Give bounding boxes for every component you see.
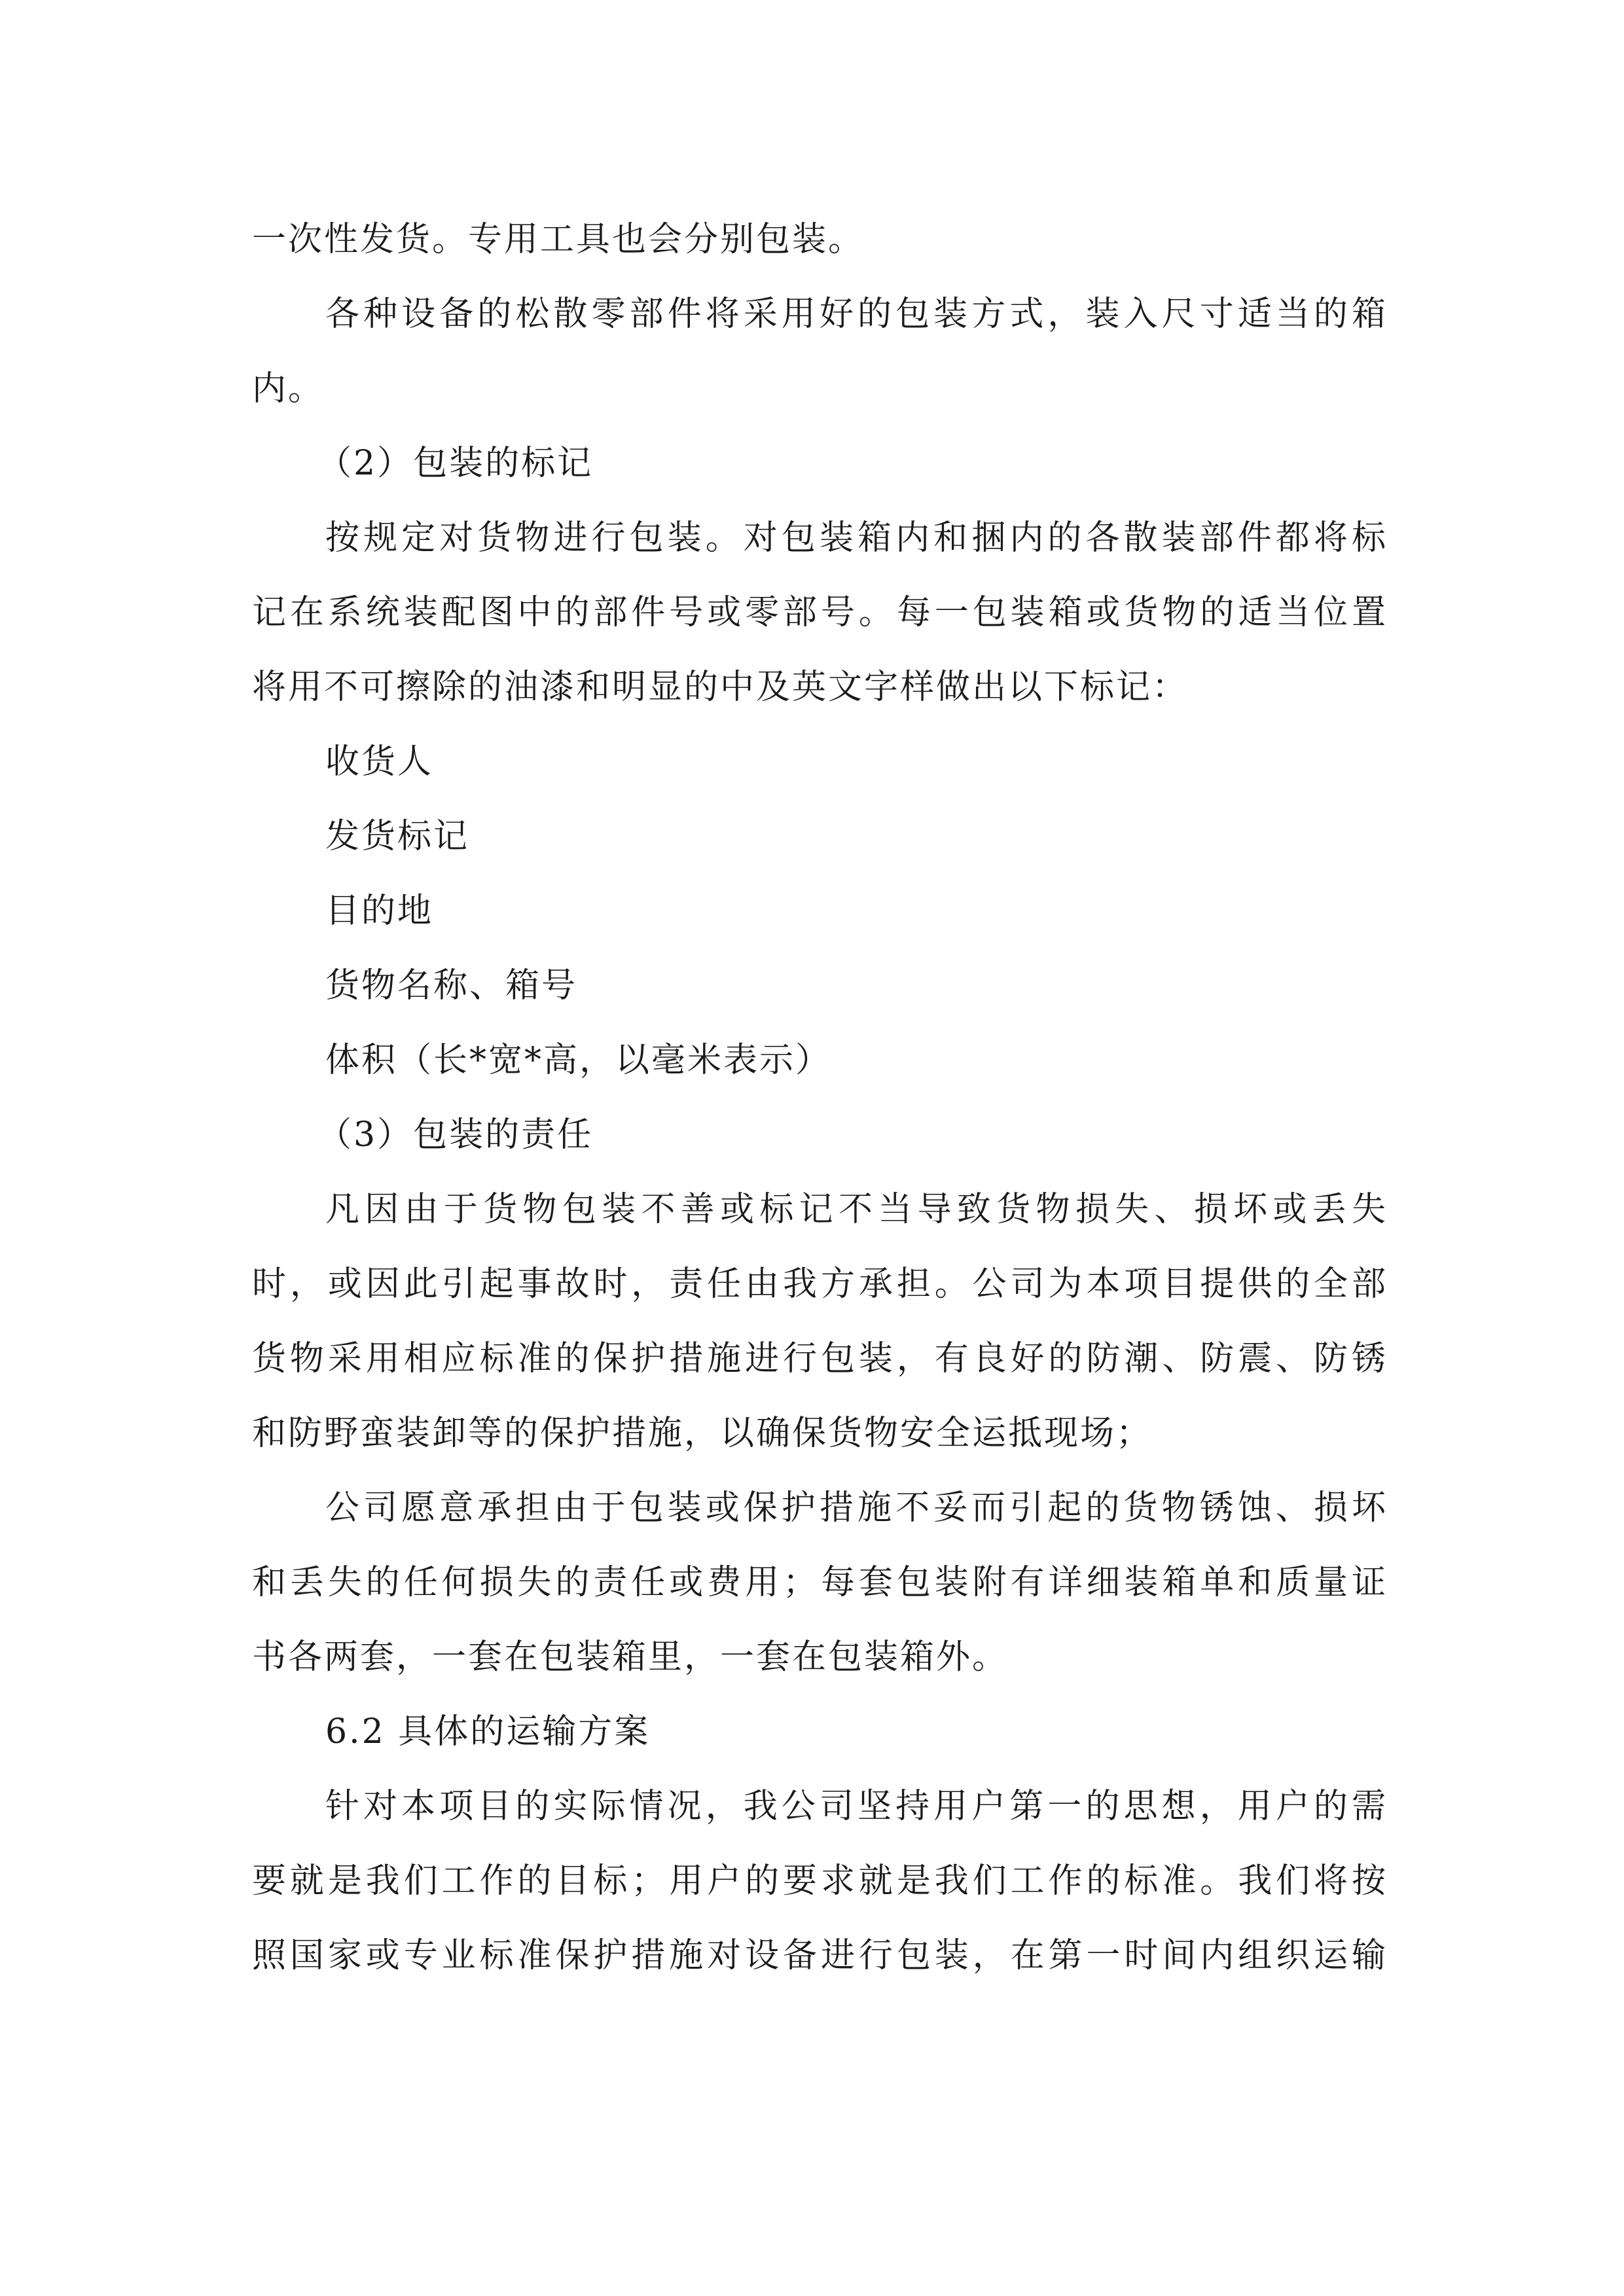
paragraph-line: 和丢失的任何损失的责任或费用；每套包装附有详细装箱单和质量证 (252, 1563, 1388, 1602)
paragraph-line: 和防野蛮装卸等的保护措施，以确保货物安全运抵现场； (252, 1414, 1153, 1453)
paragraph-line: 一次性发货。专用工具也会分别包装。 (252, 220, 865, 259)
paragraph-line: 书各两套，一套在包装箱里，一套在包装箱外。 (252, 1638, 1009, 1677)
paragraph-line: 各种设备的松散零部件将采用好的包装方式，装入尺寸适当的箱 (325, 295, 1388, 334)
paragraph-line: 凡因由于货物包装不善或标记不当导致货物损失、损坏或丢失 (325, 1190, 1388, 1229)
list-item: 货物名称、箱号 (325, 966, 578, 1005)
section-heading: （2）包装的标记 (317, 444, 594, 483)
section-heading: 6.2 具体的运输方案 (325, 1712, 651, 1751)
paragraph-line: 将用不可擦除的油漆和明显的中及英文字样做出以下标记： (252, 668, 1189, 707)
list-item: 收货人 (325, 742, 434, 781)
paragraph-line: 照国家或专业标准保护措施对设备进行包装，在第一时间内组织运输 (252, 1936, 1388, 1975)
paragraph-line: 公司愿意承担由于包装或保护措施不妥而引起的货物锈蚀、损坏 (325, 1488, 1388, 1528)
paragraph-line: 内。 (252, 369, 325, 408)
paragraph-line: 要就是我们工作的目标；用户的要求就是我们工作的标准。我们将按 (252, 1861, 1388, 1901)
list-item: 发货标记 (325, 817, 470, 856)
paragraph-line: 时，或因此引起事故时，责任由我方承担。公司为本项目提供的全部 (252, 1265, 1388, 1304)
paragraph-line: 按规定对货物进行包装。对包装箱内和捆内的各散装部件都将标 (325, 518, 1388, 558)
paragraph-line: 针对本项目的实际情况，我公司坚持用户第一的思想，用户的需 (325, 1787, 1388, 1826)
section-heading: （3）包装的责任 (317, 1115, 594, 1155)
list-item: 目的地 (325, 891, 434, 931)
paragraph-line: 记在系统装配图中的部件号或零部号。每一包装箱或货物的适当位置 (252, 593, 1388, 632)
list-item: 体积（长*宽*高，以毫米表示） (325, 1041, 832, 1080)
paragraph-line: 货物采用相应标准的保护措施进行包装，有良好的防潮、防震、防锈 (252, 1339, 1388, 1378)
